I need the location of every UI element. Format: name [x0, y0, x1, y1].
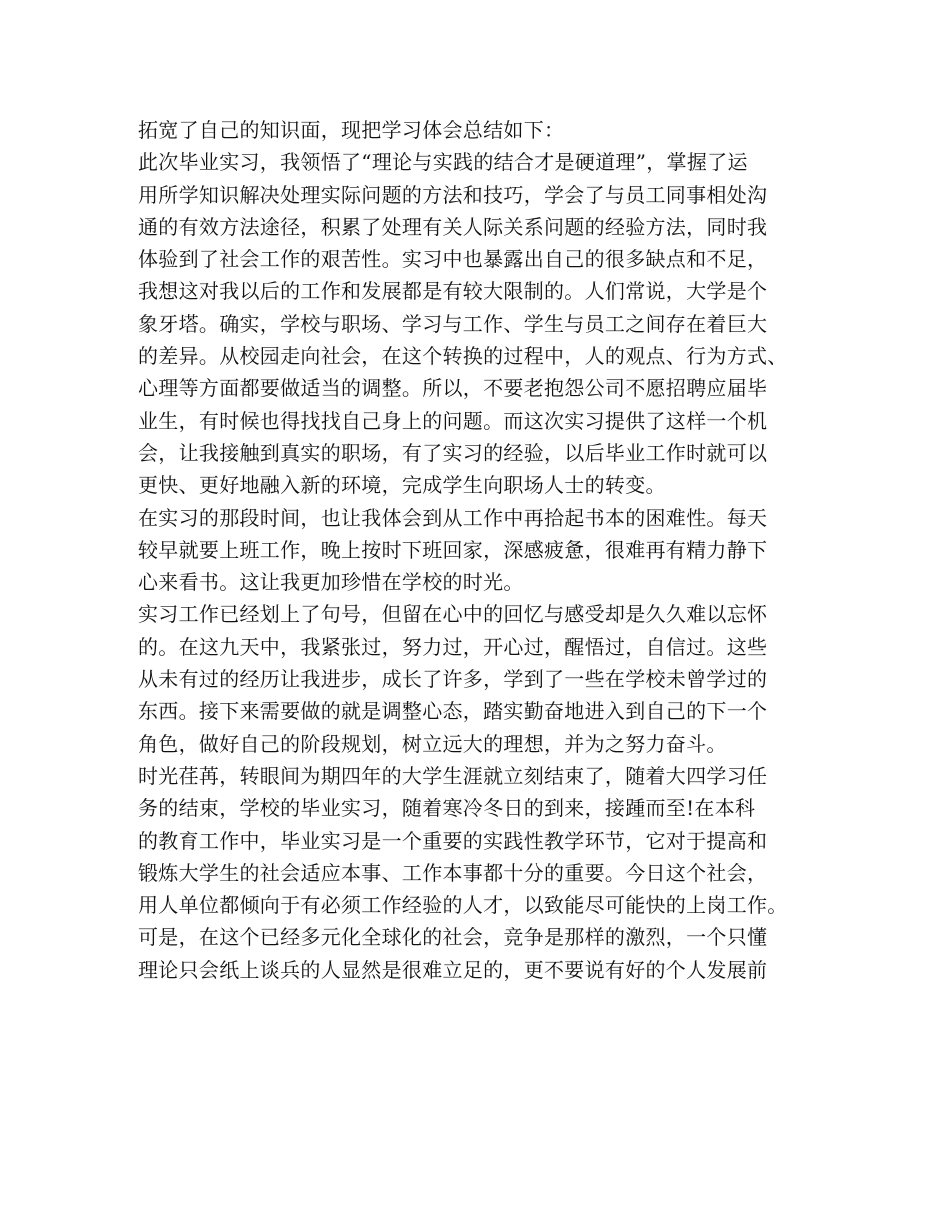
text-line: 用所学知识解决处理实际问题的方法和技巧，学会了与员工同事相处沟	[138, 182, 768, 207]
text-line: 锻炼大学生的社会适应本事、工作本事都十分的重要。今日这个社会，	[138, 860, 768, 885]
text-line: 理论只会纸上谈兵的人显然是很难立足的，更不要说有好的个人发展前	[138, 957, 768, 982]
text-line: 可是，在这个已经多元化全球化的社会，竞争是那样的激烈，一个只懂	[138, 925, 768, 950]
text-line: 的差异。从校园走向社会，在这个转换的过程中，人的观点、行为方式、	[138, 344, 788, 369]
text-line: 用人单位都倾向于有必须工作经验的人才，以致能尽可能快的上岗工作。	[138, 893, 788, 918]
text-line: 东西。接下来需要做的就是调整心态，踏实勤奋地进入到自己的下一个	[138, 699, 768, 724]
text-line: 从未有过的经历让我进步，成长了许多，学到了一些在学校未曾学过的	[138, 667, 768, 692]
text-line: 在实习的那段时间，也让我体会到从工作中再拾起书本的困难性。每天	[138, 505, 768, 530]
text-line: 时光荏苒，转眼间为期四年的大学生涯就立刻结束了，随着大四学习任	[138, 763, 768, 788]
text-line: 体验到了社会工作的艰苦性。实习中也暴露出自己的很多缺点和不足，	[138, 247, 768, 272]
text-line: 拓宽了自己的知识面，现把学习体会总结如下：	[138, 118, 565, 142]
text-line: 心来看书。这让我更加珍惜在学校的时光。	[138, 570, 524, 595]
text-line: 更快、更好地融入新的环境，完成学生向职场人士的转变。	[138, 473, 666, 498]
text-line: 业生，有时候也得找找自己身上的问题。而这次实习提供了这样一个机	[138, 408, 768, 433]
text-line: 心理等方面都要做适当的调整。所以，不要老抱怨公司不愿招聘应届毕	[138, 376, 768, 401]
text-line: 的教育工作中，毕业实习是一个重要的实践性教学环节，它对于提高和	[138, 828, 768, 853]
text-line: 通的有效方法途径，积累了处理有关人际关系问题的经验方法，同时我	[138, 214, 768, 239]
text-line: 角色，做好自己的阶段规划，树立远大的理想，并为之努力奋斗。	[138, 731, 727, 756]
text-line: 较早就要上班工作，晚上按时下班回家，深感疲惫，很难再有精力静下	[138, 537, 768, 562]
text-line: 会，让我接触到真实的职场，有了实习的经验，以后毕业工作时就可以	[138, 440, 768, 465]
text-line: 实习工作已经划上了句号，但留在心中的回忆与感受却是久久难以忘怀	[138, 602, 768, 627]
text-line: 此次毕业实习，我领悟了“理论与实践的结合才是硬道理”，掌握了运	[138, 150, 748, 175]
text-line: 的。在这九天中，我紧张过，努力过，开心过，醒悟过，自信过。这些	[138, 634, 768, 659]
text-line: 我想这对我以后的工作和发展都是有较大限制的。人们常说，大学是个	[138, 279, 768, 304]
document-body	[138, 114, 838, 986]
text-line: 象牙塔。确实，学校与职场、学习与工作、学生与员工之间存在着巨大	[138, 311, 768, 336]
text-line: 务的结束，学校的毕业实习，随着寒冷冬日的到来，接踵而至!在本科	[138, 796, 756, 821]
